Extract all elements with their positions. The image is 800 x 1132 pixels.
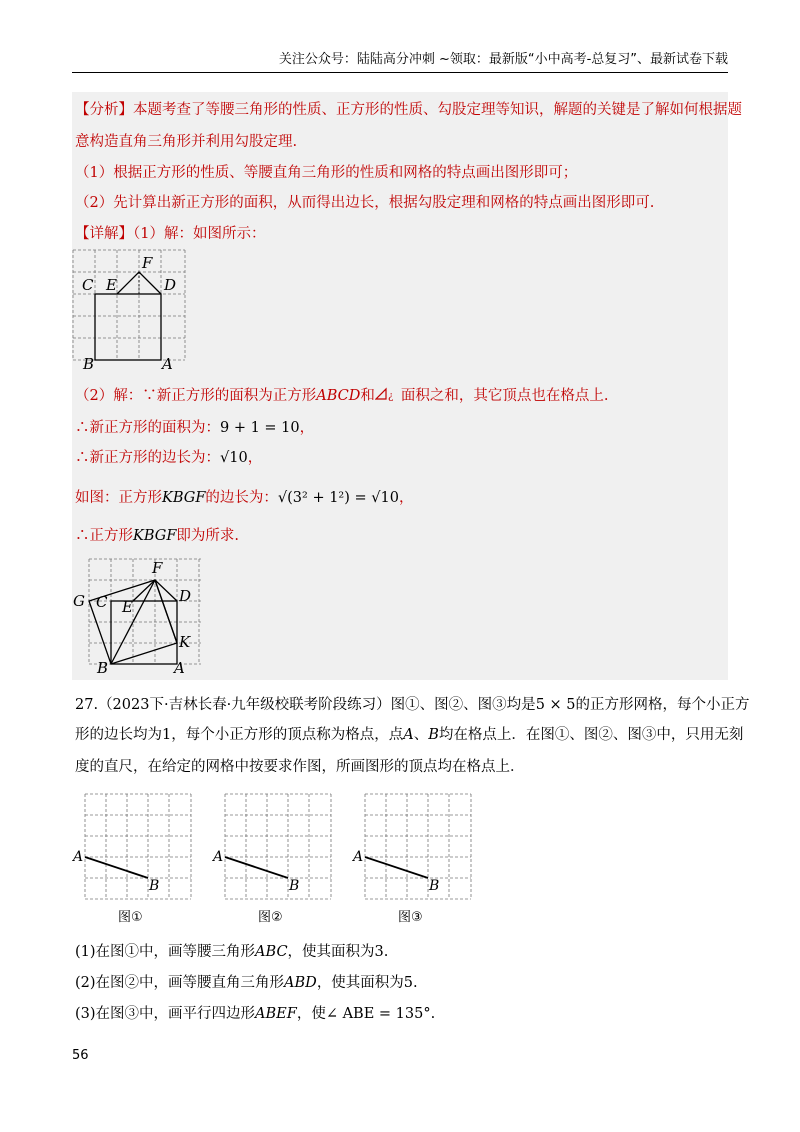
problem-grid-size: 5 × 5 [535, 697, 576, 713]
kbgf-line [75, 486, 413, 507]
area-line [75, 416, 314, 437]
q2-math: ABD [284, 975, 317, 991]
q1-math: ABC [255, 944, 288, 960]
problem-number: 27. [75, 697, 99, 713]
fig2-label-C: C [96, 593, 108, 611]
fig2-label-B: B [97, 659, 109, 677]
detail-line-1 [75, 222, 265, 243]
grid2-label-B: B [289, 878, 300, 894]
problem-line-1 [75, 693, 750, 714]
q2-text-b: ，使其面积为5. [316, 975, 418, 991]
problem-point-B: B [428, 727, 439, 743]
q3-text-a: (3)在图③中，画平行四边形 [75, 1006, 256, 1022]
grid2-caption: 图② [258, 910, 283, 925]
figure-1 [72, 246, 188, 372]
q1-text-b: ，使其面积为3. [287, 944, 389, 960]
side-line [75, 446, 262, 467]
fig2-label-G: G [73, 592, 85, 610]
fig1-label-B: B [83, 355, 95, 372]
detail-label: 【详解】 [75, 226, 133, 242]
problem-text-2b: 均在格点上．在图①、图②、图③中，只用无刻 [438, 727, 744, 743]
fig2-label-E: E [122, 598, 133, 616]
page-header: 关注公众号：陆陆高分冲刺 ~领取：最新版“小中高考-总复习”、最新试卷下载 [72, 50, 728, 73]
problem-text-2a: 形的边长均为1，每个小正方形的顶点称为格点，点 [75, 727, 404, 743]
kbgf-end: ， [398, 490, 414, 506]
kbgf-formula: √(3² + 1²) = √10 [277, 490, 399, 506]
part2-math: ABCD [316, 388, 361, 404]
detail-part1: （1）解：如图所示： [133, 226, 266, 242]
fig1-label-A: A [162, 355, 173, 372]
kbgf-math: KBGF [162, 490, 206, 506]
side-text: ∴新正方形的边长为： [75, 450, 220, 466]
part2-text-c: 面积之和，其它顶点也在格点上. [400, 388, 609, 404]
grid2-label-A: A [213, 849, 224, 865]
analysis-step-1: （1）根据正方形的性质、等腰直角三角形的性质和网格的特点画出图形即可； [75, 165, 578, 181]
fig1-label-F: F [142, 254, 153, 272]
question-2 [75, 971, 418, 992]
fig2-label-A: A [174, 659, 185, 677]
problem-text-1b: 的正方形网格，每个小正方 [575, 697, 750, 713]
grid3-label-A: A [353, 849, 364, 865]
problem-line-3: 度的直尺，在给定的网格中按要求作图，所画图形的顶点均在格点上． [75, 759, 525, 775]
grid1-label-B: B [149, 878, 160, 894]
kbgf-text-b: 的边长为： [205, 490, 278, 506]
problem-point-A: A [403, 727, 414, 743]
fig1-label-D: D [164, 276, 177, 294]
final-math: KBGF [133, 528, 177, 544]
grid3-label-B: B [429, 878, 440, 894]
q3-text-b: ，使 [296, 1006, 326, 1022]
q1-text-a: (1)在图①中，画等腰三角形 [75, 944, 256, 960]
question-1 [75, 940, 388, 961]
grid-figure-2 [212, 790, 336, 906]
question-3 [75, 1002, 435, 1023]
part2-text-b: 和 [360, 388, 375, 404]
grid-figure-1 [72, 790, 196, 906]
analysis-step-2: （2）先计算出新正方形的面积，从而得出边长，根据勾股定理和网格的特点画出图形即可. [75, 195, 655, 211]
grid1-caption: 图① [118, 910, 143, 925]
kbgf-text-a: 如图：正方形 [75, 490, 162, 506]
page-number: 56 [72, 1048, 89, 1063]
analysis-line-2: 意构造直角三角形并利用勾股定理. [75, 134, 298, 150]
final-text-a: ∴正方形 [75, 528, 133, 544]
q3-angle: ∠ ABE = 135° [325, 1006, 431, 1022]
grid1-label-A: A [73, 849, 84, 865]
q3-math: ABEF [255, 1006, 297, 1022]
part2-line [75, 384, 608, 405]
problem-text-1a: （2023下·吉林长春·九年级校联考阶段练习）图①、图②、图③均是 [98, 697, 536, 713]
grid3-caption: 图③ [398, 910, 423, 925]
svg-text:¿: ¿ [387, 391, 394, 401]
final-line [75, 524, 239, 545]
triangle-symbol-icon [375, 387, 401, 401]
grid-figure-3 [352, 790, 476, 906]
fig2-label-D: D [179, 587, 192, 605]
part2-text-a: （2）解：∵新正方形的面积为正方形 [75, 388, 317, 404]
side-end: ， [247, 450, 263, 466]
analysis-text-1: 本题考查了等腰三角形的性质、正方形的性质、勾股定理等知识，解题的关键是了解如何根据题 [133, 102, 742, 118]
analysis-line-1 [75, 98, 742, 119]
area-text: ∴新正方形的面积为： [75, 420, 220, 436]
side-math: √10 [220, 450, 248, 466]
area-end: ， [299, 420, 315, 436]
fig2-label-K: K [179, 633, 191, 651]
final-text-b: 即为所求. [176, 528, 240, 544]
problem-sep: 、 [413, 727, 429, 743]
figure-2 [72, 556, 202, 678]
area-math: 9 + 1 = 10 [220, 420, 300, 436]
analysis-label: 【分析】 [75, 102, 133, 118]
problem-line-2 [75, 723, 743, 744]
fig2-label-F: F [152, 559, 163, 577]
fig1-label-C: C [82, 276, 94, 294]
fig1-label-E: E [106, 276, 117, 294]
q2-text-a: (2)在图②中，画等腰直角三角形 [75, 975, 285, 991]
q3-end: . [430, 1006, 436, 1022]
